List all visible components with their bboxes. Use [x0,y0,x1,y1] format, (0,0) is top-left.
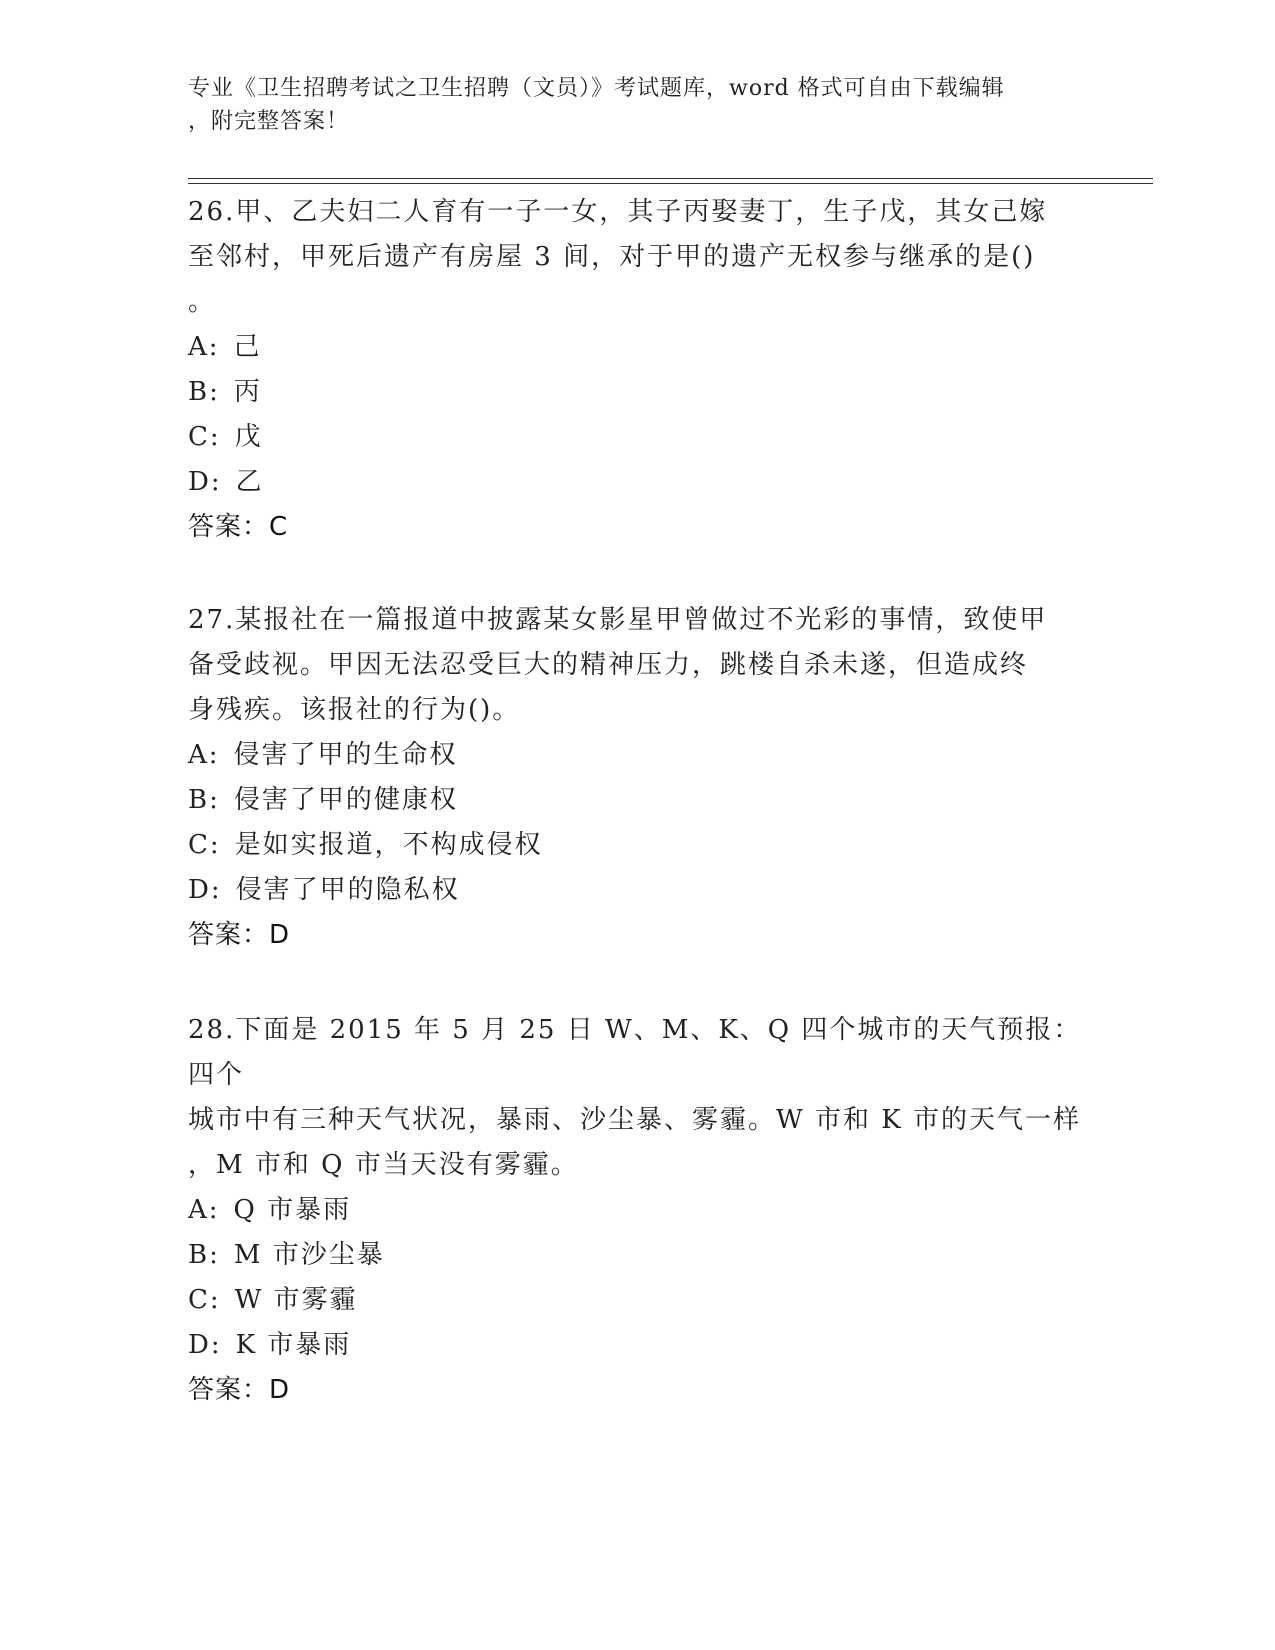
option-letter: A: [188,740,220,770]
question-text-line: ，M 市和 Q 市当天没有雾霾。 [188,1150,579,1180]
question-text-line: 身残疾。该报社的行为()。 [188,695,521,725]
option-letter: D: [188,1330,222,1360]
option-text: 是如实报道，不构成侵权 [234,830,543,860]
option-text: 侵害了甲的生命权 [233,740,458,770]
option-text: K 市暴雨 [235,1330,352,1360]
option-letter: A: [188,1195,220,1225]
question-text-line: 。 [188,287,217,317]
option-letter: C: [188,1285,221,1315]
question-text-line: 26.甲、乙夫妇二人育有一子一女，其子丙娶妻丁，生子戊，其女己嫁 [188,197,1048,227]
question-27 [188,598,1088,958]
option-text: 侵害了甲的隐私权 [235,875,460,905]
option-d [188,868,1088,913]
option-text: 侵害了甲的健康权 [233,785,458,815]
option-a [188,325,1088,370]
option-d [188,460,1088,505]
option-letter: A: [188,332,220,362]
option-text: 己 [233,332,262,362]
option-letter: C: [188,830,221,860]
option-a [188,1188,1088,1233]
answer-label: 答案：C [188,512,289,542]
option-text: 乙 [235,467,264,497]
option-text: 戊 [234,422,263,452]
option-text: M 市沙尘暴 [233,1240,385,1270]
option-letter: B: [188,1240,220,1270]
answer-label: 答案：D [188,920,291,950]
option-d [188,1323,1088,1368]
question-26 [188,190,1088,550]
option-text: Q 市暴雨 [233,1195,352,1225]
option-b [188,1233,1088,1278]
header-line-2: ，附完整答案！ [188,109,350,134]
question-text-line: 至邻村，甲死后遗产有房屋 3 间，对于甲的遗产无权参与继承的是() [188,242,1036,272]
option-letter: B: [188,785,220,815]
option-c [188,823,1088,868]
option-c [188,415,1088,460]
option-b [188,778,1088,823]
option-text: W 市雾霾 [234,1285,358,1315]
option-letter: B: [188,377,220,407]
option-c [188,1278,1088,1323]
question-text-line: 27.某报社在一篇报道中披露某女影星甲曾做过不光彩的事情，致使甲 [188,605,1048,635]
option-letter: D: [188,467,222,497]
question-text-line: 28.下面是 2015 年 5 月 25 日 W、M、K、Q 四个城市的天气预报：四个 [188,1015,1082,1090]
document-header [188,72,1068,138]
option-a [188,733,1088,778]
header-divider-bottom [188,183,1153,184]
header-line-1: 专业《卫生招聘考试之卫生招聘（文员）》考试题库，word 格式可自由下载编辑 [188,76,1005,101]
question-text-line: 备受歧视。甲因无法忍受巨大的精神压力，跳楼自杀未遂，但造成终 [188,650,1029,680]
question-28 [188,1008,1088,1413]
header-divider-top [188,178,1153,179]
option-letter: C: [188,422,221,452]
question-text-line: 城市中有三种天气状况，暴雨、沙尘暴、雾霾。W 市和 K 市的天气一样 [188,1105,1081,1135]
answer-label: 答案：D [188,1375,291,1405]
option-b [188,370,1088,415]
option-letter: D: [188,875,222,905]
option-text: 丙 [233,377,262,407]
